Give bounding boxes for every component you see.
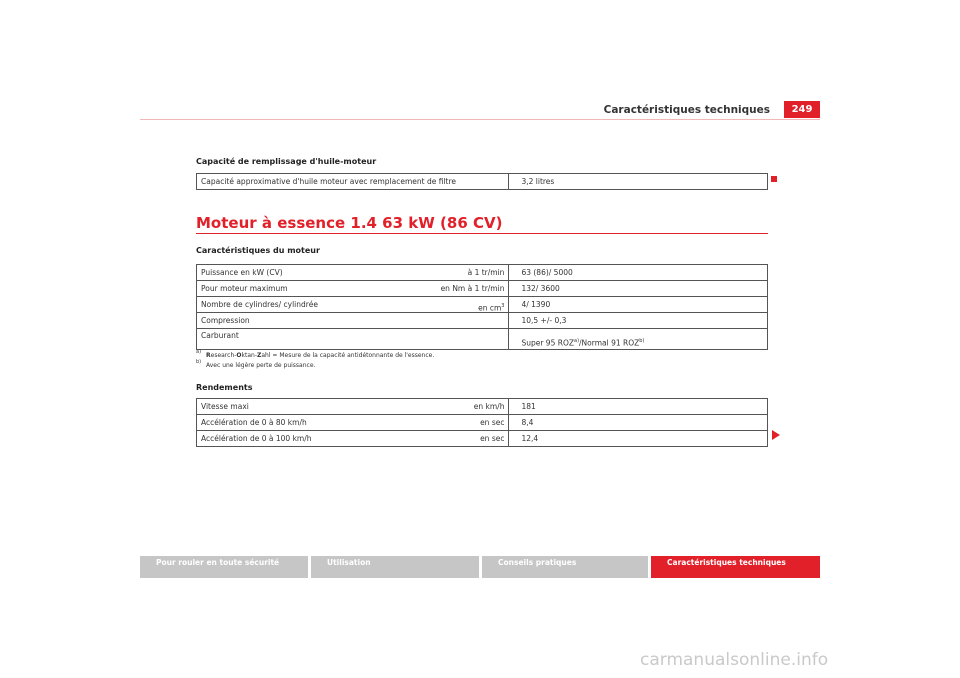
spec-value: 12,4	[509, 431, 768, 447]
fuel-value-a: Super 95 ROZ	[521, 338, 574, 347]
tab-practical-advice[interactable]: Conseils pratiques	[482, 556, 648, 578]
footnote-marker: a)	[196, 349, 202, 355]
table-row	[197, 297, 768, 313]
footnote-ref-b: b)	[639, 337, 645, 344]
footnote-text: Avec une légère perte de puissance.	[206, 362, 316, 369]
spec-label: Accélération de 0 à 100 km/h	[197, 431, 397, 447]
spec-label: Carburant	[197, 329, 397, 350]
footnote-part: ktan-	[241, 352, 258, 359]
section-end-marker	[771, 176, 777, 182]
table-row	[197, 174, 768, 190]
performance-heading: Rendements	[196, 383, 253, 392]
unit-superscript: 3	[501, 302, 505, 309]
oil-capacity-label: Capacité approximative d'huile moteur avec remplacement de filtre	[197, 174, 509, 190]
footnote-marker: b)	[196, 359, 202, 365]
spec-unit: en sec	[396, 431, 509, 447]
watermark: carmanualsonline.info	[640, 650, 829, 670]
footnote-a	[196, 349, 596, 361]
engine-specs-table	[196, 264, 768, 350]
table-row	[197, 329, 768, 350]
spec-unit: en sec	[396, 415, 509, 431]
continue-arrow-icon	[772, 430, 780, 440]
table-row	[197, 281, 768, 297]
oil-capacity-heading: Capacité de remplissage d'huile-moteur	[196, 157, 377, 166]
footnote-bold-letter: R	[206, 352, 211, 359]
fuel-value-b: /Normal 91 ROZ	[579, 338, 640, 347]
spec-unit	[396, 329, 509, 350]
table-row	[197, 265, 768, 281]
spec-label: Vitesse maxi	[197, 399, 397, 415]
section-title-rule	[196, 233, 768, 234]
section-title: Moteur à essence 1.4 63 kW (86 CV)	[196, 214, 503, 232]
spec-unit: en Nm à 1 tr/min	[396, 281, 509, 297]
running-header-title: Caractéristiques techniques	[603, 104, 770, 116]
spec-label: Accélération de 0 à 80 km/h	[197, 415, 397, 431]
page-number: 249	[784, 101, 820, 118]
footnote-bold-letter: Z	[257, 352, 262, 359]
table-row	[197, 431, 768, 447]
engine-specs-heading: Caractéristiques du moteur	[196, 246, 320, 255]
spec-value	[509, 329, 768, 350]
footnote-part: ahl = Mesure de la capacité antidétonnante de l'essence.	[261, 352, 435, 359]
spec-unit	[396, 313, 509, 329]
spec-label: Pour moteur maximum	[197, 281, 397, 297]
spec-value: 4/ 1390	[509, 297, 768, 313]
footnote-b	[196, 359, 596, 371]
footnote-ref-a: a)	[574, 337, 580, 344]
spec-unit: en km/h	[396, 399, 509, 415]
spec-value: 63 (86)/ 5000	[509, 265, 768, 281]
spec-value: 132/ 3600	[509, 281, 768, 297]
performance-table	[196, 398, 768, 447]
footnote-part: esearch-	[210, 352, 237, 359]
spec-label: Compression	[197, 313, 397, 329]
table-row	[197, 415, 768, 431]
footnote-bold-letter: O	[236, 352, 242, 359]
table-row	[197, 399, 768, 415]
spec-value: 8,4	[509, 415, 768, 431]
tab-usage[interactable]: Utilisation	[311, 556, 479, 578]
spec-label: Puissance en kW (CV)	[197, 265, 397, 281]
oil-capacity-value: 3,2 litres	[509, 174, 768, 190]
spec-unit: à 1 tr/min	[396, 265, 509, 281]
tab-safety[interactable]: Pour rouler en toute sécurité	[140, 556, 308, 578]
table-row	[197, 313, 768, 329]
unit-text: en cm	[478, 303, 502, 312]
oil-capacity-table	[196, 173, 768, 190]
tab-technical-specs[interactable]: Caractéristiques techniques	[651, 556, 820, 578]
spec-label: Nombre de cylindres/ cylindrée	[197, 297, 397, 313]
footnote-text	[206, 352, 434, 359]
header-rule	[140, 119, 820, 120]
spec-unit	[396, 297, 509, 313]
spec-value: 10,5 +/- 0,3	[509, 313, 768, 329]
spec-value: 181	[509, 399, 768, 415]
